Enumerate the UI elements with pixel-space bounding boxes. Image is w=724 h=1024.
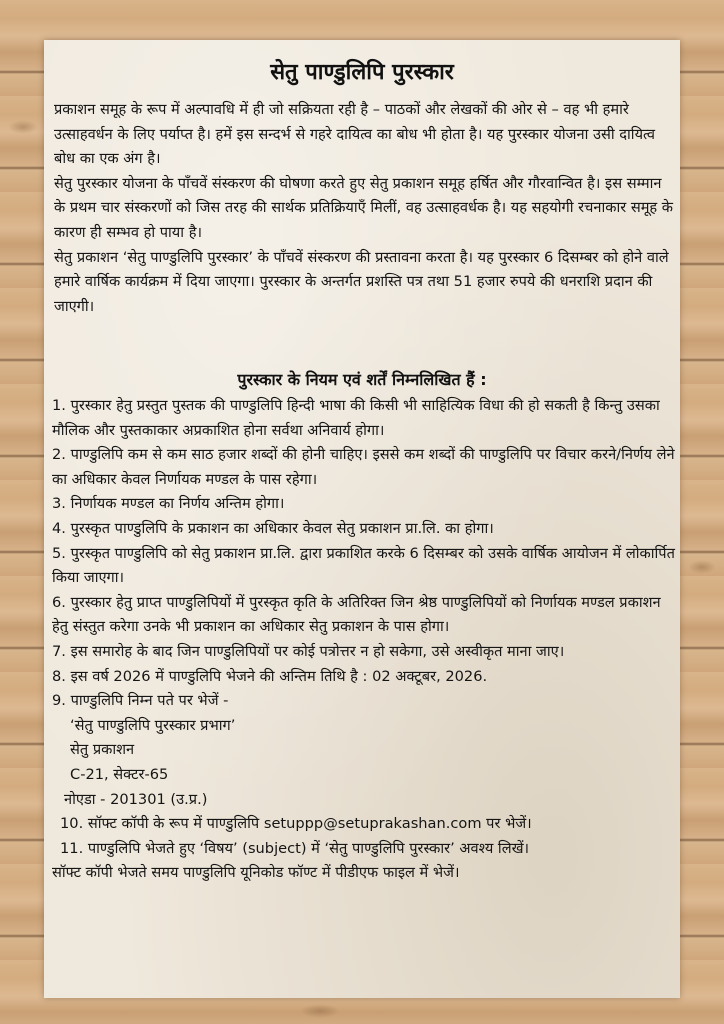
- address-line: सेतु प्रकाशन: [70, 741, 135, 759]
- rule-item: 6. पुरस्कार हेतु प्राप्त पाण्डुलिपियों में पुरस्कृत कृति के अतिरिक्त जिन श्रेष्ठ पाण्डुलिपियों को निर्णायक मण्डल प्रकाशन हेतु संस्तुत करेगा उनके भी प्रकाशन का अधिकार सेतु प्रकाशन के पास होगा।: [52, 593, 661, 636]
- notice-paper: [44, 40, 680, 998]
- address-line: C-21, सेक्टर-65: [70, 765, 169, 783]
- closing-note: सॉफ्ट कॉपी भेजते समय पाण्डुलिपि यूनिकोड फॉण्ट में पीडीएफ फाइल में भेजें।: [52, 864, 460, 882]
- wood-knot: [688, 560, 716, 574]
- wood-knot: [8, 120, 38, 134]
- rules-list: [52, 394, 676, 886]
- page-title: सेतु पाण्डुलिपि पुरस्कार: [270, 60, 454, 85]
- rule-item: 2. पाण्डुलिपि कम से कम साठ हजार शब्दों की होनी चाहिए। इससे कम शब्दों की पाण्डुलिपि पर विचार करने/निर्णय लेने का अधिकार केवल निर्णायक मण्डल के पास रहेगा।: [52, 446, 675, 488]
- rule-item: 3. निर्णायक मण्डल का निर्णय अन्तिम होगा।: [52, 495, 285, 513]
- rule-item: 7. इस समारोह के बाद जिन पाण्डुलिपियों पर कोई पत्रोत्तर न हो सकेगा, उसे अस्वीकृत माना जाए।: [52, 642, 565, 660]
- rule-item: 4. पुरस्कृत पाण्डुलिपि के प्रकाशन का अधिकार केवल सेतु प्रकाशन प्रा.लि. का होगा।: [52, 519, 494, 537]
- rule-item: 1. पुरस्कार हेतु प्रस्तुत पुस्तक की पाण्डुलिपि हिन्दी भाषा की किसी भी साहित्यिक विधा की हो सकती है किन्तु उसका मौलिक और पुस्तकाकार अप्रकाशित होना सर्वथा अनिवार्य होगा।: [52, 397, 660, 439]
- intro-paragraph: प्रकाशन समूह के रूप में अल्पावधि में ही जो सक्रियता रही है – पाठकों और लेखकों की ओर से – वह भी हमारे उत्साहवर्धन के लिए पर्याप्त है। हमें इस सन्दर्भ से गहरे दायित्व का बोध भी होता है। यह पुरस्कार योजना उसी दायित्व बोध का एक अंग है।: [54, 101, 656, 168]
- rule-item: 5. पुरस्कृत पाण्डुलिपि को सेतु प्रकाशन प्रा.लि. द्वारा प्रकाशित करके 6 दिसम्बर को उसके वार्षिक आयोजन में लोकार्पित किया जाएगा।: [52, 544, 675, 587]
- intro-section: [54, 98, 674, 319]
- rule-item: 9. पाण्डुलिपि निम्न पते पर भेजें -: [52, 692, 229, 710]
- rule-item: 10. सॉफ्ट कॉपी के रूप में पाण्डुलिपि setuppp@setuprakashan.com पर भेजें।: [60, 815, 532, 833]
- rule-item: 8. इस वर्ष 2026 में पाण्डुलिपि भेजने की अन्तिम तिथि है : 02 अक्टूबर, 2026.: [52, 667, 488, 685]
- intro-paragraph: सेतु प्रकाशन ‘सेतु पाण्डुलिपि पुरस्कार’ के पाँचवें संस्करण की प्रस्तावना करता है। यह पुरस्कार 6 दिसम्बर को होने वाले हमारे वार्षिक कार्यक्रम में दिया जाएगा। पुरस्कार के अन्तर्गत प्रशस्ति पत्र तथा 51 हजार रुपये की धनराशि प्रदान की जाएगी।: [54, 248, 669, 315]
- intro-paragraph: सेतु पुरस्कार योजना के पाँचवें संस्करण की घोषणा करते हुए सेतु प्रकाशन समूह हर्षित और गौरवान्वित है। इस सम्मान के प्रथम चार संस्करणों को जिस तरह की सार्थक प्रतिक्रियाएँ मिलीं, वह उत्साहवर्धक है। यह सहयोगी रचनाकार समूह के कारण ही सम्भव हो पाया है।: [54, 174, 674, 241]
- rules-heading: पुरस्कार के नियम एवं शर्तें निम्नलिखित हैं :: [237, 370, 487, 389]
- address-line: नोएडा - 201301 (उ.प्र.): [64, 790, 208, 808]
- rule-item: 11. पाण्डुलिपि भेजते हुए ‘विषय’ (subject) में ‘सेतु पाण्डुलिपि पुरस्कार’ अवश्य लिखें।: [60, 839, 530, 857]
- wood-knot: [300, 1004, 340, 1018]
- address-line: ‘सेतु पाण्डुलिपि पुरस्कार प्रभाग’: [70, 716, 236, 734]
